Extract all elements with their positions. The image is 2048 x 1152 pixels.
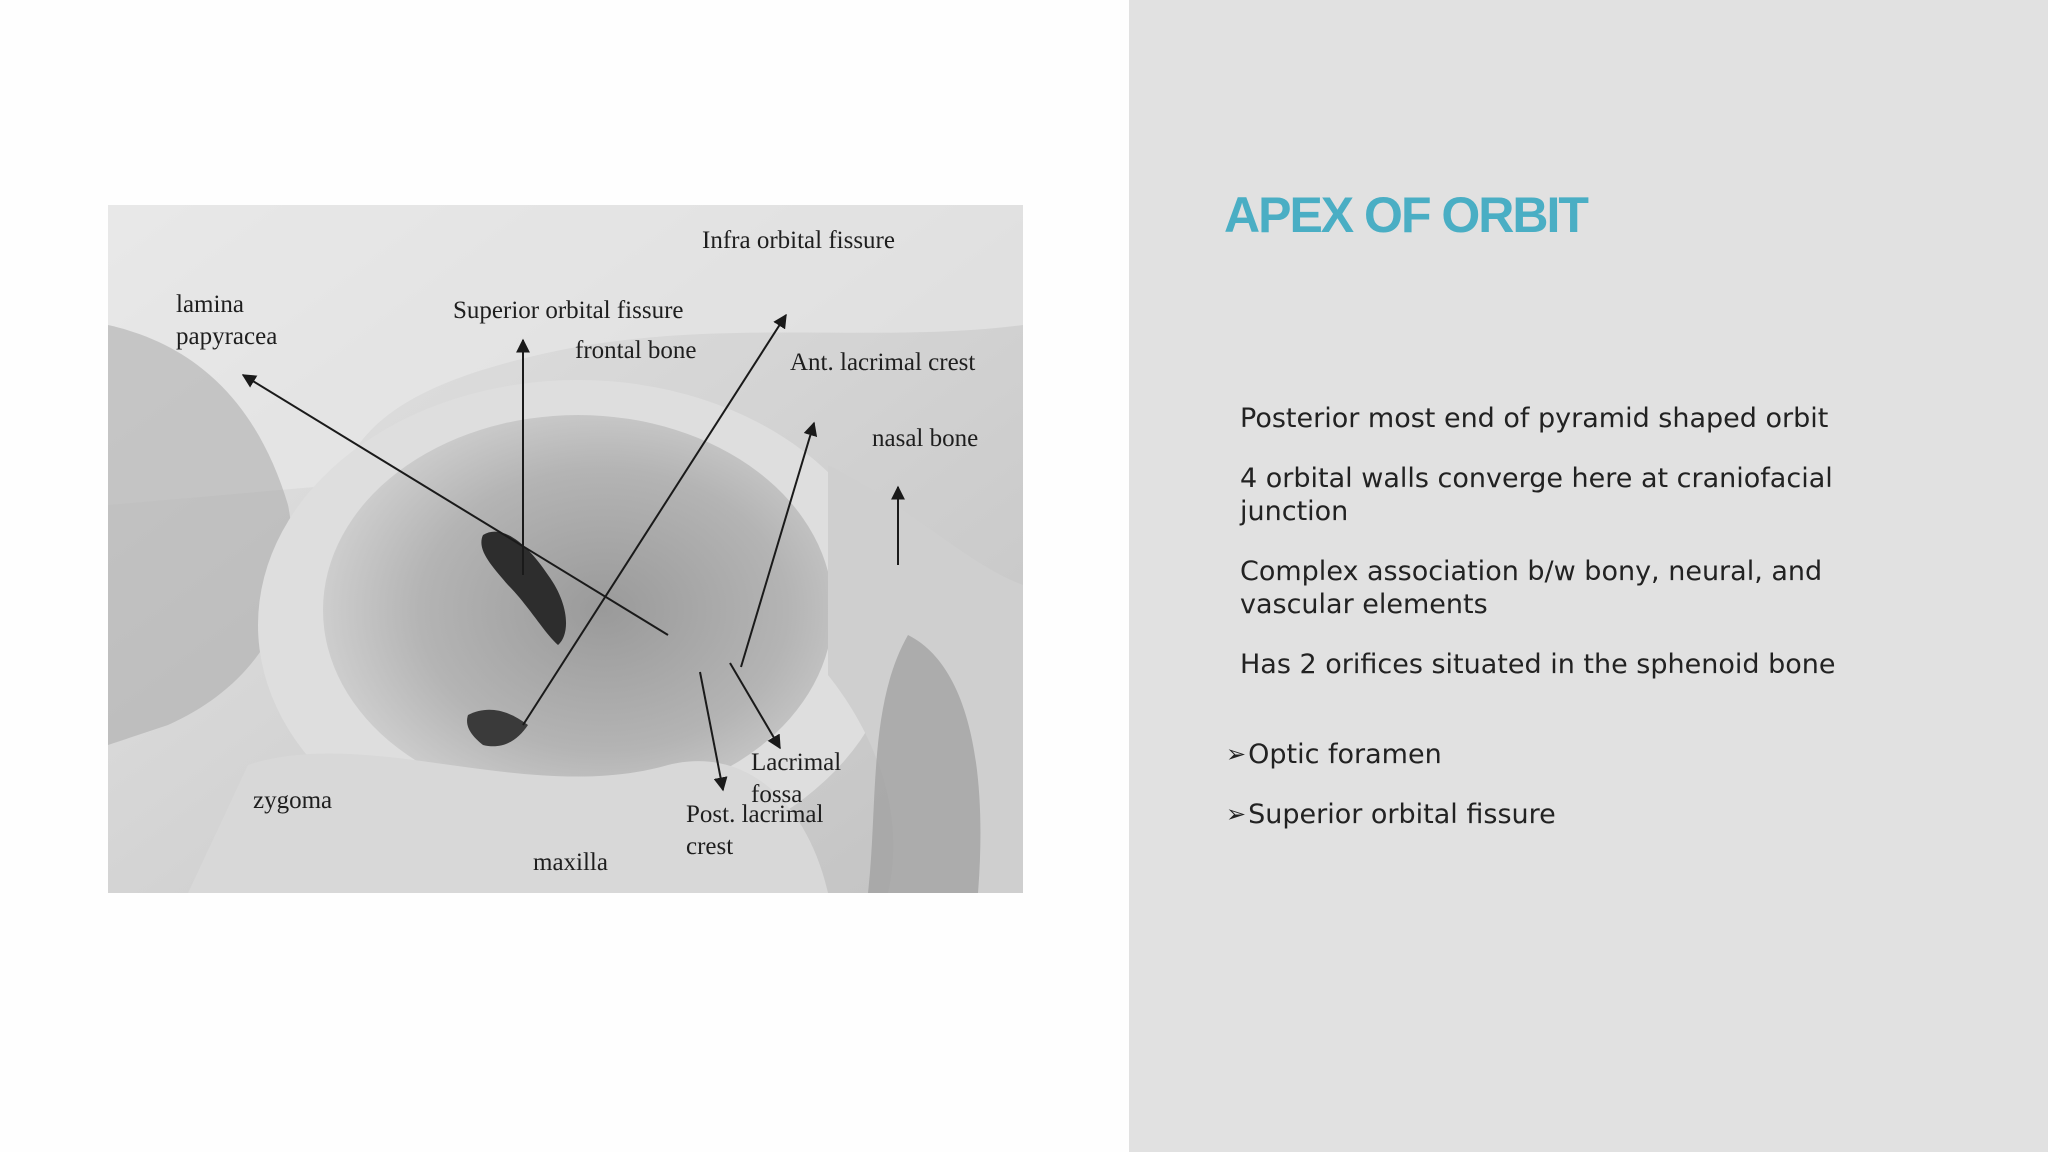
sub-item [1226, 738, 1556, 771]
bullet-item: Posterior most end of pyramid shaped orbit [1240, 403, 1829, 434]
bullet-item: 4 orbital walls converge here at craniofacial junction [1240, 463, 1833, 527]
label-maxilla: maxilla [533, 849, 608, 876]
arrow-lacrimal-fossa [730, 663, 780, 748]
label-frontal-bone: frontal bone [575, 337, 697, 364]
arrow-bullet-icon: ➢ [1226, 800, 1247, 828]
sub-item-label: Optic foramen [1248, 739, 1442, 770]
label-infra-orbital-fissure: Infra orbital fissure [702, 227, 895, 254]
label-nasal-bone: nasal bone [872, 425, 979, 452]
bullet-item: Has 2 orifices situated in the sphenoid bone [1240, 649, 1836, 680]
orbit-skull-figure [108, 205, 1023, 893]
label-post-lacrimal-crest: Post. lacrimal crest [686, 801, 824, 860]
sub-item-label: Superior orbital fissure [1248, 799, 1556, 830]
sub-item [1226, 798, 1556, 831]
label-superior-orbital-fissure: Superior orbital fissure [453, 297, 684, 324]
arrow-bullet-icon: ➢ [1226, 740, 1247, 768]
arrow-infra-orbital-fissure [523, 315, 786, 725]
slide-title: APEX OF ORBIT [1224, 187, 1587, 243]
arrow-post-lacrimal-crest [700, 672, 723, 790]
label-lacrimal-fossa: Lacrimal fossa [751, 749, 842, 808]
sub-item-list [1226, 738, 1556, 858]
label-zygoma: zygoma [253, 787, 333, 814]
label-lamina-papyracea: lamina papyracea [176, 291, 278, 350]
bullet-item: Complex association b/w bony, neural, and vascular elements [1240, 556, 1823, 620]
bullet-list [1240, 402, 1940, 708]
label-ant-lacrimal-crest: Ant. lacrimal crest [790, 349, 976, 376]
arrow-lamina [243, 375, 668, 635]
arrow-ant-lacrimal-crest [741, 423, 814, 667]
